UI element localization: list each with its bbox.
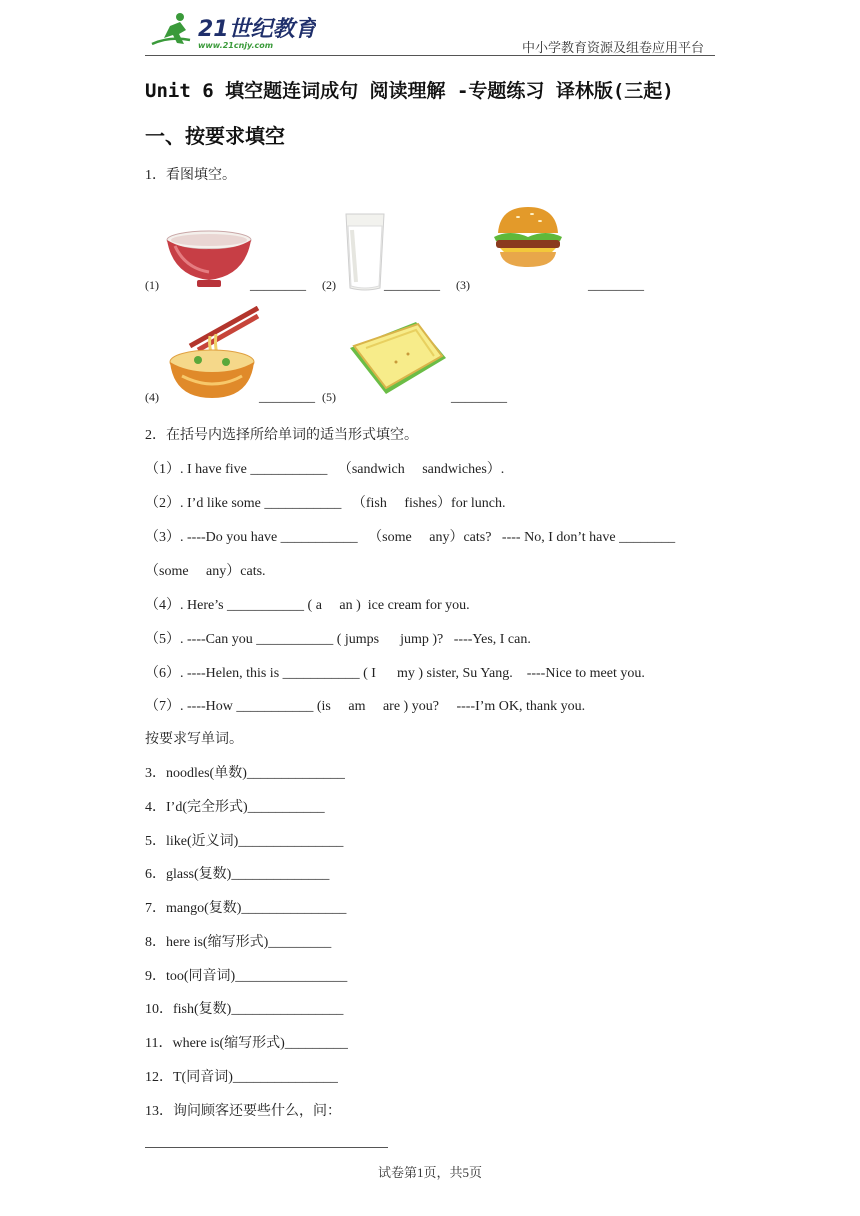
logo-url: www.21cnjy.com xyxy=(198,41,274,50)
question-1-stem: 1．看图填空。 xyxy=(145,168,236,183)
document-title: Unit 6 填空题连词成句 阅读理解 -专题练习 译林版(三起) xyxy=(145,80,674,102)
logo-text: 21世纪教育 xyxy=(198,17,316,42)
platform-label: 中小学教育资源及组卷应用平台 xyxy=(521,40,704,55)
question-11: 11．where is(缩写形式)_________ xyxy=(145,1036,348,1051)
question-2-stem: 2．在括号内选择所给单词的适当形式填空。 xyxy=(145,428,418,443)
q1-item-5-blank[interactable]: ________ xyxy=(451,390,507,405)
q1-item-3-number: (3) xyxy=(456,278,470,292)
q2-line-3-continued: （some any）cats. xyxy=(145,564,266,579)
question-8: 8．here is(缩写形式)_________ xyxy=(145,935,332,950)
q2-line-5: （5）. ----Can you ___________ ( jumps jump )? ----Yes, I can. xyxy=(145,632,531,647)
answer-line[interactable] xyxy=(145,1147,388,1148)
q1-item-4-number: (4) xyxy=(145,390,159,404)
q1-item-5-number: (5) xyxy=(322,390,336,404)
site-logo xyxy=(146,8,316,52)
header-divider xyxy=(145,55,715,56)
q2-line-4: （4）. Here’s ___________ ( a an ) ice cream for you. xyxy=(145,598,470,613)
section-heading: 一、按要求填空 xyxy=(145,124,285,148)
question-6: 6．glass(复数)______________ xyxy=(145,867,330,882)
runner-icon xyxy=(152,13,190,44)
q1-item-1-blank[interactable]: ________ xyxy=(250,278,306,293)
q1-item-1-number: (1) xyxy=(145,278,159,292)
sandwich-image xyxy=(346,318,450,398)
noodles-bowl-image xyxy=(168,306,260,402)
q1-item-2-blank[interactable]: ________ xyxy=(384,278,440,293)
instruction-write-words: 按要求写单词。 xyxy=(145,732,243,747)
q2-line-1: （1）. I have five ___________ （sandwich sandwiches）. xyxy=(145,462,505,477)
question-4: 4．I’d(完全形式)___________ xyxy=(145,800,325,815)
rice-bowl-image xyxy=(165,228,253,292)
q2-line-7: （7）. ----How ___________ (is am are ) you? ----I’m OK, thank you. xyxy=(145,699,586,714)
q1-item-3-blank[interactable]: ________ xyxy=(588,278,644,293)
glass-of-milk-image xyxy=(344,212,386,292)
q1-item-2-number: (2) xyxy=(322,278,336,292)
question-9: 9．too(同音词)________________ xyxy=(145,969,348,984)
hamburger-image xyxy=(492,205,564,271)
question-12: 12．T(同音词)_______________ xyxy=(145,1070,338,1085)
q1-item-4-blank[interactable]: ________ xyxy=(259,390,315,405)
question-5: 5．like(近义词)_______________ xyxy=(145,834,344,849)
page-footer: 试卷第1页，共5页 xyxy=(377,1165,482,1180)
question-13: 13．询问顾客还要些什么，问： xyxy=(145,1104,341,1119)
q2-line-2: （2）. I’d like some ___________ （fish fishes）for lunch. xyxy=(145,496,506,511)
question-3: 3．noodles(单数)______________ xyxy=(145,766,345,781)
q2-line-6: （6）. ----Helen, this is ___________ ( I my ) sister, Su Yang. ----Nice to meet you. xyxy=(145,666,645,681)
q2-line-3: （3）. ----Do you have ___________ （some any）cats? ---- No, I don’t have ________ xyxy=(145,530,676,545)
question-7: 7．mango(复数)_______________ xyxy=(145,901,347,916)
question-10: 10．fish(复数)________________ xyxy=(145,1002,344,1017)
